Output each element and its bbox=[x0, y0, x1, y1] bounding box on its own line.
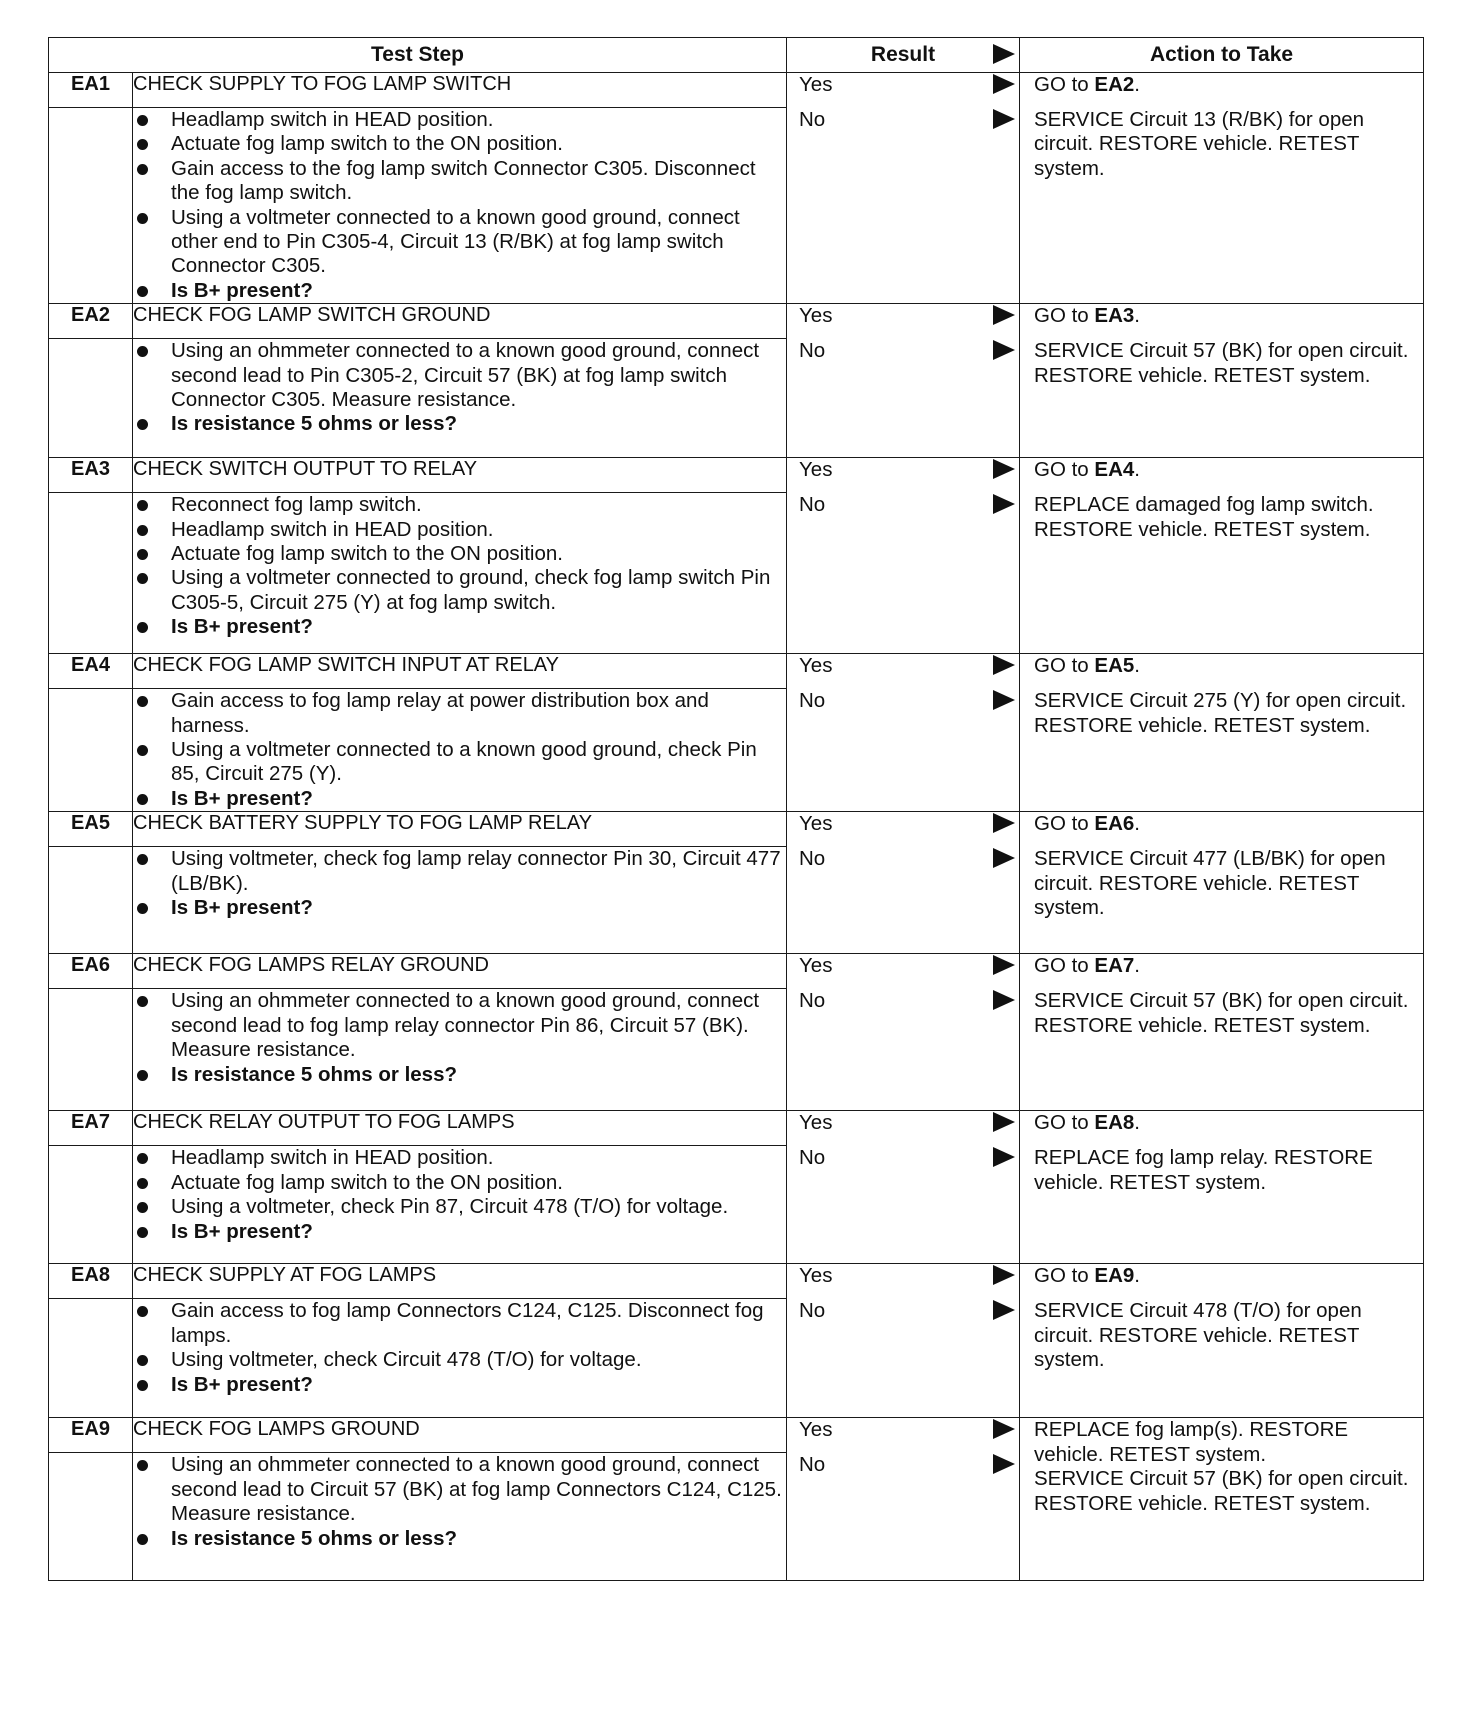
result-yes bbox=[787, 812, 1019, 847]
action-yes-prefix: GO to bbox=[1034, 812, 1095, 836]
action-yes-prefix: GO to bbox=[1034, 1111, 1095, 1135]
step-bullet: Using a voltmeter connected to a known good ground, connect other end to Pin C305-4, Circuit 13 (R/BK) at fog lamp switch Connector C305. bbox=[133, 206, 786, 279]
step-body bbox=[133, 339, 787, 458]
result-no-label: No bbox=[799, 1299, 826, 1323]
header-result-label: Result bbox=[870, 43, 936, 66]
result-yes bbox=[787, 458, 1019, 493]
result-no bbox=[787, 689, 1019, 724]
result-no-label: No bbox=[799, 689, 826, 713]
step-title: CHECK SWITCH OUTPUT TO RELAY bbox=[133, 458, 787, 493]
step-title-row bbox=[49, 458, 1424, 493]
action-yes-prefix: GO to bbox=[1034, 1264, 1095, 1288]
step-title-row bbox=[49, 812, 1424, 847]
result-no-label: No bbox=[799, 989, 826, 1013]
step-title: CHECK FOG LAMP SWITCH GROUND bbox=[133, 304, 787, 339]
result-cell bbox=[787, 1111, 1020, 1264]
arrow-right-icon bbox=[993, 44, 1015, 64]
step-body bbox=[133, 108, 787, 304]
action-yes-suffix: . bbox=[1134, 654, 1140, 678]
action-yes-suffix: . bbox=[1134, 954, 1140, 978]
result-no-label: No bbox=[799, 108, 826, 131]
step-bullet: Headlamp switch in HEAD position. bbox=[133, 108, 786, 132]
step-bullet: Actuate fog lamp switch to the ON position. bbox=[133, 542, 786, 566]
step-bullet-list bbox=[133, 1299, 786, 1397]
action-yes bbox=[1020, 304, 1423, 339]
action-yes bbox=[1020, 1111, 1423, 1146]
result-no bbox=[787, 989, 1019, 1024]
result-no-label: No bbox=[799, 1453, 826, 1477]
result-no-label: No bbox=[799, 847, 826, 871]
result-cell bbox=[787, 1264, 1020, 1418]
action-no: SERVICE Circuit 57 (BK) for open circuit. RESTORE vehicle. RETEST system. bbox=[1034, 989, 1409, 1037]
arrow-right-icon bbox=[993, 74, 1015, 94]
result-yes-label: Yes bbox=[799, 812, 833, 836]
action-no: SERVICE Circuit 57 (BK) for open circuit. RESTORE vehicle. RETEST system. bbox=[1034, 1467, 1409, 1515]
action-cell bbox=[1020, 73, 1424, 304]
action-no: SERVICE Circuit 13 (R/BK) for open circuit. RESTORE vehicle. RETEST system. bbox=[1034, 108, 1365, 180]
arrow-right-icon bbox=[993, 340, 1015, 360]
step-bullet-list bbox=[133, 108, 786, 303]
step-title-row bbox=[49, 1264, 1424, 1299]
arrow-right-icon bbox=[993, 305, 1015, 325]
arrow-right-icon bbox=[993, 1112, 1015, 1132]
arrow-right-icon bbox=[993, 955, 1015, 975]
result-yes-label: Yes bbox=[799, 458, 833, 482]
result-cell bbox=[787, 458, 1020, 654]
result-yes-label: Yes bbox=[799, 304, 833, 328]
step-bullet: Using voltmeter, check Circuit 478 (T/O) for voltage. bbox=[133, 1348, 786, 1372]
action-no: SERVICE Circuit 478 (T/O) for open circuit. RESTORE vehicle. RETEST system. bbox=[1034, 1299, 1362, 1372]
result-yes-label: Yes bbox=[799, 1111, 833, 1135]
arrow-right-icon bbox=[993, 1300, 1015, 1320]
step-spacer bbox=[49, 493, 133, 654]
step-question: Is resistance 5 ohms or less? bbox=[133, 1527, 786, 1551]
result-no bbox=[787, 1453, 1019, 1488]
result-no-label: No bbox=[799, 493, 826, 517]
action-cell bbox=[1020, 304, 1424, 458]
arrow-right-icon bbox=[993, 459, 1015, 479]
action-yes-ref: EA9 bbox=[1094, 1264, 1135, 1288]
action-yes-prefix: GO to bbox=[1034, 654, 1095, 678]
result-cell bbox=[787, 304, 1020, 458]
result-cell bbox=[787, 954, 1020, 1111]
action-yes-suffix: . bbox=[1134, 1264, 1140, 1288]
action-no: REPLACE damaged fog lamp switch. RESTORE vehicle. RETEST system. bbox=[1034, 493, 1374, 541]
step-bullet: Headlamp switch in HEAD position. bbox=[133, 1146, 786, 1170]
step-body bbox=[133, 1453, 787, 1581]
step-bullet: Using an ohmmeter connected to a known good ground, connect second lead to Pin C305-2, Circuit 57 (BK) at fog lamp switch Connector C305. Measure resistance. bbox=[133, 339, 786, 412]
result-yes-label: Yes bbox=[799, 1418, 833, 1442]
step-bullet-list bbox=[133, 493, 786, 639]
arrow-right-icon bbox=[993, 1454, 1015, 1474]
step-title: CHECK RELAY OUTPUT TO FOG LAMPS bbox=[133, 1111, 787, 1146]
step-title: CHECK BATTERY SUPPLY TO FOG LAMP RELAY bbox=[133, 812, 787, 847]
action-yes-ref: EA7 bbox=[1094, 954, 1135, 978]
action-yes-suffix: . bbox=[1134, 73, 1140, 96]
arrow-right-icon bbox=[993, 655, 1015, 675]
step-question: Is B+ present? bbox=[133, 896, 786, 920]
action-yes-ref: EA3 bbox=[1094, 304, 1135, 328]
action-yes-prefix: GO to bbox=[1034, 458, 1095, 482]
diagnostic-table bbox=[48, 37, 1424, 1581]
step-question: Is B+ present? bbox=[133, 1373, 786, 1397]
action-yes bbox=[1020, 654, 1423, 689]
result-no bbox=[787, 1299, 1019, 1334]
step-title-row bbox=[49, 304, 1424, 339]
step-bullet: Using a voltmeter connected to ground, check fog lamp switch Pin C305-5, Circuit 275 (Y) at fog lamp switch. bbox=[133, 566, 786, 615]
arrow-right-icon bbox=[993, 990, 1015, 1010]
step-id: EA5 bbox=[49, 812, 133, 847]
step-bullet-list bbox=[133, 1146, 786, 1244]
step-id: EA8 bbox=[49, 1264, 133, 1299]
step-bullet: Gain access to fog lamp relay at power distribution box and harness. bbox=[133, 689, 786, 738]
result-yes-label: Yes bbox=[799, 73, 833, 96]
action-yes-suffix: . bbox=[1134, 304, 1140, 328]
step-title: CHECK SUPPLY AT FOG LAMPS bbox=[133, 1264, 787, 1299]
action-yes-ref: EA2 bbox=[1094, 73, 1135, 96]
step-id: EA9 bbox=[49, 1418, 133, 1453]
step-bullet: Gain access to fog lamp Connectors C124, C125. Disconnect fog lamps. bbox=[133, 1299, 786, 1348]
step-body bbox=[133, 1299, 787, 1418]
result-no bbox=[787, 339, 1019, 374]
action-yes-ref: EA5 bbox=[1094, 654, 1135, 678]
result-no bbox=[787, 1146, 1019, 1181]
result-yes-label: Yes bbox=[799, 954, 833, 978]
action-yes-prefix: GO to bbox=[1034, 73, 1095, 96]
result-yes bbox=[787, 1418, 1019, 1453]
result-yes bbox=[787, 304, 1019, 339]
arrow-right-icon bbox=[993, 494, 1015, 514]
action-no: SERVICE Circuit 57 (BK) for open circuit. RESTORE vehicle. RETEST system. bbox=[1034, 339, 1409, 387]
arrow-right-icon bbox=[993, 109, 1015, 129]
step-id: EA2 bbox=[49, 304, 133, 339]
step-question: Is B+ present? bbox=[133, 1220, 786, 1244]
step-body bbox=[133, 1146, 787, 1264]
step-bullet-list bbox=[133, 1453, 786, 1551]
step-bullet-list bbox=[133, 989, 786, 1087]
action-yes bbox=[1020, 812, 1423, 847]
step-spacer bbox=[49, 847, 133, 954]
result-yes bbox=[787, 954, 1019, 989]
step-title-row bbox=[49, 1418, 1424, 1453]
step-title: CHECK FOG LAMP SWITCH INPUT AT RELAY bbox=[133, 654, 787, 689]
step-title: CHECK FOG LAMPS GROUND bbox=[133, 1418, 787, 1453]
step-id: EA6 bbox=[49, 954, 133, 989]
step-bullet-list bbox=[133, 339, 786, 437]
action-yes-suffix: REPLACE fog lamp(s). RESTORE vehicle. RETEST system. bbox=[1034, 1418, 1349, 1466]
result-no-label: No bbox=[799, 339, 826, 363]
result-no bbox=[787, 108, 1019, 143]
step-question: Is resistance 5 ohms or less? bbox=[133, 412, 786, 436]
step-bullet: Using an ohmmeter connected to a known good ground, connect second lead to fog lamp relay connector Pin 86, Circuit 57 (BK). Measure resistance. bbox=[133, 989, 786, 1062]
table-header-row bbox=[49, 38, 1424, 73]
step-id: EA4 bbox=[49, 654, 133, 689]
step-id: EA1 bbox=[49, 73, 133, 108]
result-yes bbox=[787, 654, 1019, 689]
step-bullet: Actuate fog lamp switch to the ON position. bbox=[133, 1171, 786, 1195]
action-yes-suffix: . bbox=[1134, 1111, 1140, 1135]
action-cell bbox=[1020, 812, 1424, 954]
header-result bbox=[787, 38, 1020, 73]
step-title: CHECK SUPPLY TO FOG LAMP SWITCH bbox=[133, 73, 787, 108]
step-bullet: Using a voltmeter connected to a known good ground, check Pin 85, Circuit 275 (Y). bbox=[133, 738, 786, 787]
result-cell bbox=[787, 654, 1020, 812]
step-title-row bbox=[49, 654, 1424, 689]
result-cell bbox=[787, 73, 1020, 304]
step-body bbox=[133, 689, 787, 812]
step-spacer bbox=[49, 108, 133, 304]
step-bullet-list bbox=[133, 847, 786, 920]
action-cell bbox=[1020, 1111, 1424, 1264]
action-no: SERVICE Circuit 275 (Y) for open circuit. RESTORE vehicle. RETEST system. bbox=[1034, 689, 1407, 737]
action-cell bbox=[1020, 1418, 1424, 1581]
step-bullet: Headlamp switch in HEAD position. bbox=[133, 518, 786, 542]
step-bullet-list bbox=[133, 689, 786, 811]
result-no bbox=[787, 847, 1019, 882]
action-cell bbox=[1020, 1264, 1424, 1418]
step-bullet: Using voltmeter, check fog lamp relay connector Pin 30, Circuit 477 (LB/BK). bbox=[133, 847, 786, 896]
step-spacer bbox=[49, 1146, 133, 1264]
action-cell bbox=[1020, 654, 1424, 812]
action-yes-prefix: GO to bbox=[1034, 954, 1095, 978]
result-yes-label: Yes bbox=[799, 1264, 833, 1288]
action-yes-ref: EA6 bbox=[1094, 812, 1135, 836]
step-title-row bbox=[49, 1111, 1424, 1146]
step-bullet: Actuate fog lamp switch to the ON position. bbox=[133, 132, 786, 156]
header-action: Action to Take bbox=[1020, 38, 1424, 73]
action-no: REPLACE fog lamp relay. RESTORE vehicle. RETEST system. bbox=[1034, 1146, 1373, 1194]
step-body bbox=[133, 847, 787, 954]
result-yes bbox=[787, 1264, 1019, 1299]
step-question: Is B+ present? bbox=[133, 615, 786, 639]
arrow-right-icon bbox=[993, 1265, 1015, 1285]
step-spacer bbox=[49, 689, 133, 812]
action-yes-ref: EA4 bbox=[1094, 458, 1135, 482]
step-bullet: Using a voltmeter, check Pin 87, Circuit 478 (T/O) for voltage. bbox=[133, 1195, 786, 1219]
action-yes-prefix: GO to bbox=[1034, 304, 1095, 328]
result-no bbox=[787, 493, 1019, 528]
step-question: Is B+ present? bbox=[133, 279, 786, 303]
action-yes-suffix: . bbox=[1134, 812, 1140, 836]
action-cell bbox=[1020, 458, 1424, 654]
step-spacer bbox=[49, 1453, 133, 1581]
action-yes-ref: EA8 bbox=[1094, 1111, 1135, 1135]
action-yes-suffix: . bbox=[1134, 458, 1140, 482]
step-bullet: Using an ohmmeter connected to a known good ground, connect second lead to Circuit 57 (BK) at fog lamp Connectors C124, C125. Measure resistance. bbox=[133, 1453, 786, 1526]
step-id: EA7 bbox=[49, 1111, 133, 1146]
arrow-right-icon bbox=[993, 848, 1015, 868]
action-yes bbox=[1020, 1418, 1423, 1467]
step-title: CHECK FOG LAMPS RELAY GROUND bbox=[133, 954, 787, 989]
step-id: EA3 bbox=[49, 458, 133, 493]
action-yes bbox=[1020, 73, 1423, 108]
step-question: Is B+ present? bbox=[133, 787, 786, 811]
result-cell bbox=[787, 1418, 1020, 1581]
action-no: SERVICE Circuit 477 (LB/BK) for open circuit. RESTORE vehicle. RETEST system. bbox=[1034, 847, 1386, 920]
step-spacer bbox=[49, 989, 133, 1111]
arrow-right-icon bbox=[993, 1147, 1015, 1167]
step-spacer bbox=[49, 339, 133, 458]
result-yes-label: Yes bbox=[799, 654, 833, 678]
action-yes bbox=[1020, 954, 1423, 989]
action-yes bbox=[1020, 458, 1423, 493]
step-body bbox=[133, 493, 787, 654]
result-yes bbox=[787, 73, 1019, 108]
step-title-row bbox=[49, 73, 1424, 108]
result-yes bbox=[787, 1111, 1019, 1146]
arrow-right-icon bbox=[993, 1419, 1015, 1439]
step-body bbox=[133, 989, 787, 1111]
step-question: Is resistance 5 ohms or less? bbox=[133, 1063, 786, 1087]
header-test-step: Test Step bbox=[49, 38, 787, 73]
step-title-row bbox=[49, 954, 1424, 989]
arrow-right-icon bbox=[993, 690, 1015, 710]
arrow-right-icon bbox=[993, 813, 1015, 833]
step-bullet: Reconnect fog lamp switch. bbox=[133, 493, 786, 517]
result-no-label: No bbox=[799, 1146, 826, 1170]
step-bullet: Gain access to the fog lamp switch Connector C305. Disconnect the fog lamp switch. bbox=[133, 157, 786, 206]
result-cell bbox=[787, 812, 1020, 954]
step-spacer bbox=[49, 1299, 133, 1418]
action-cell bbox=[1020, 954, 1424, 1111]
action-yes bbox=[1020, 1264, 1423, 1299]
